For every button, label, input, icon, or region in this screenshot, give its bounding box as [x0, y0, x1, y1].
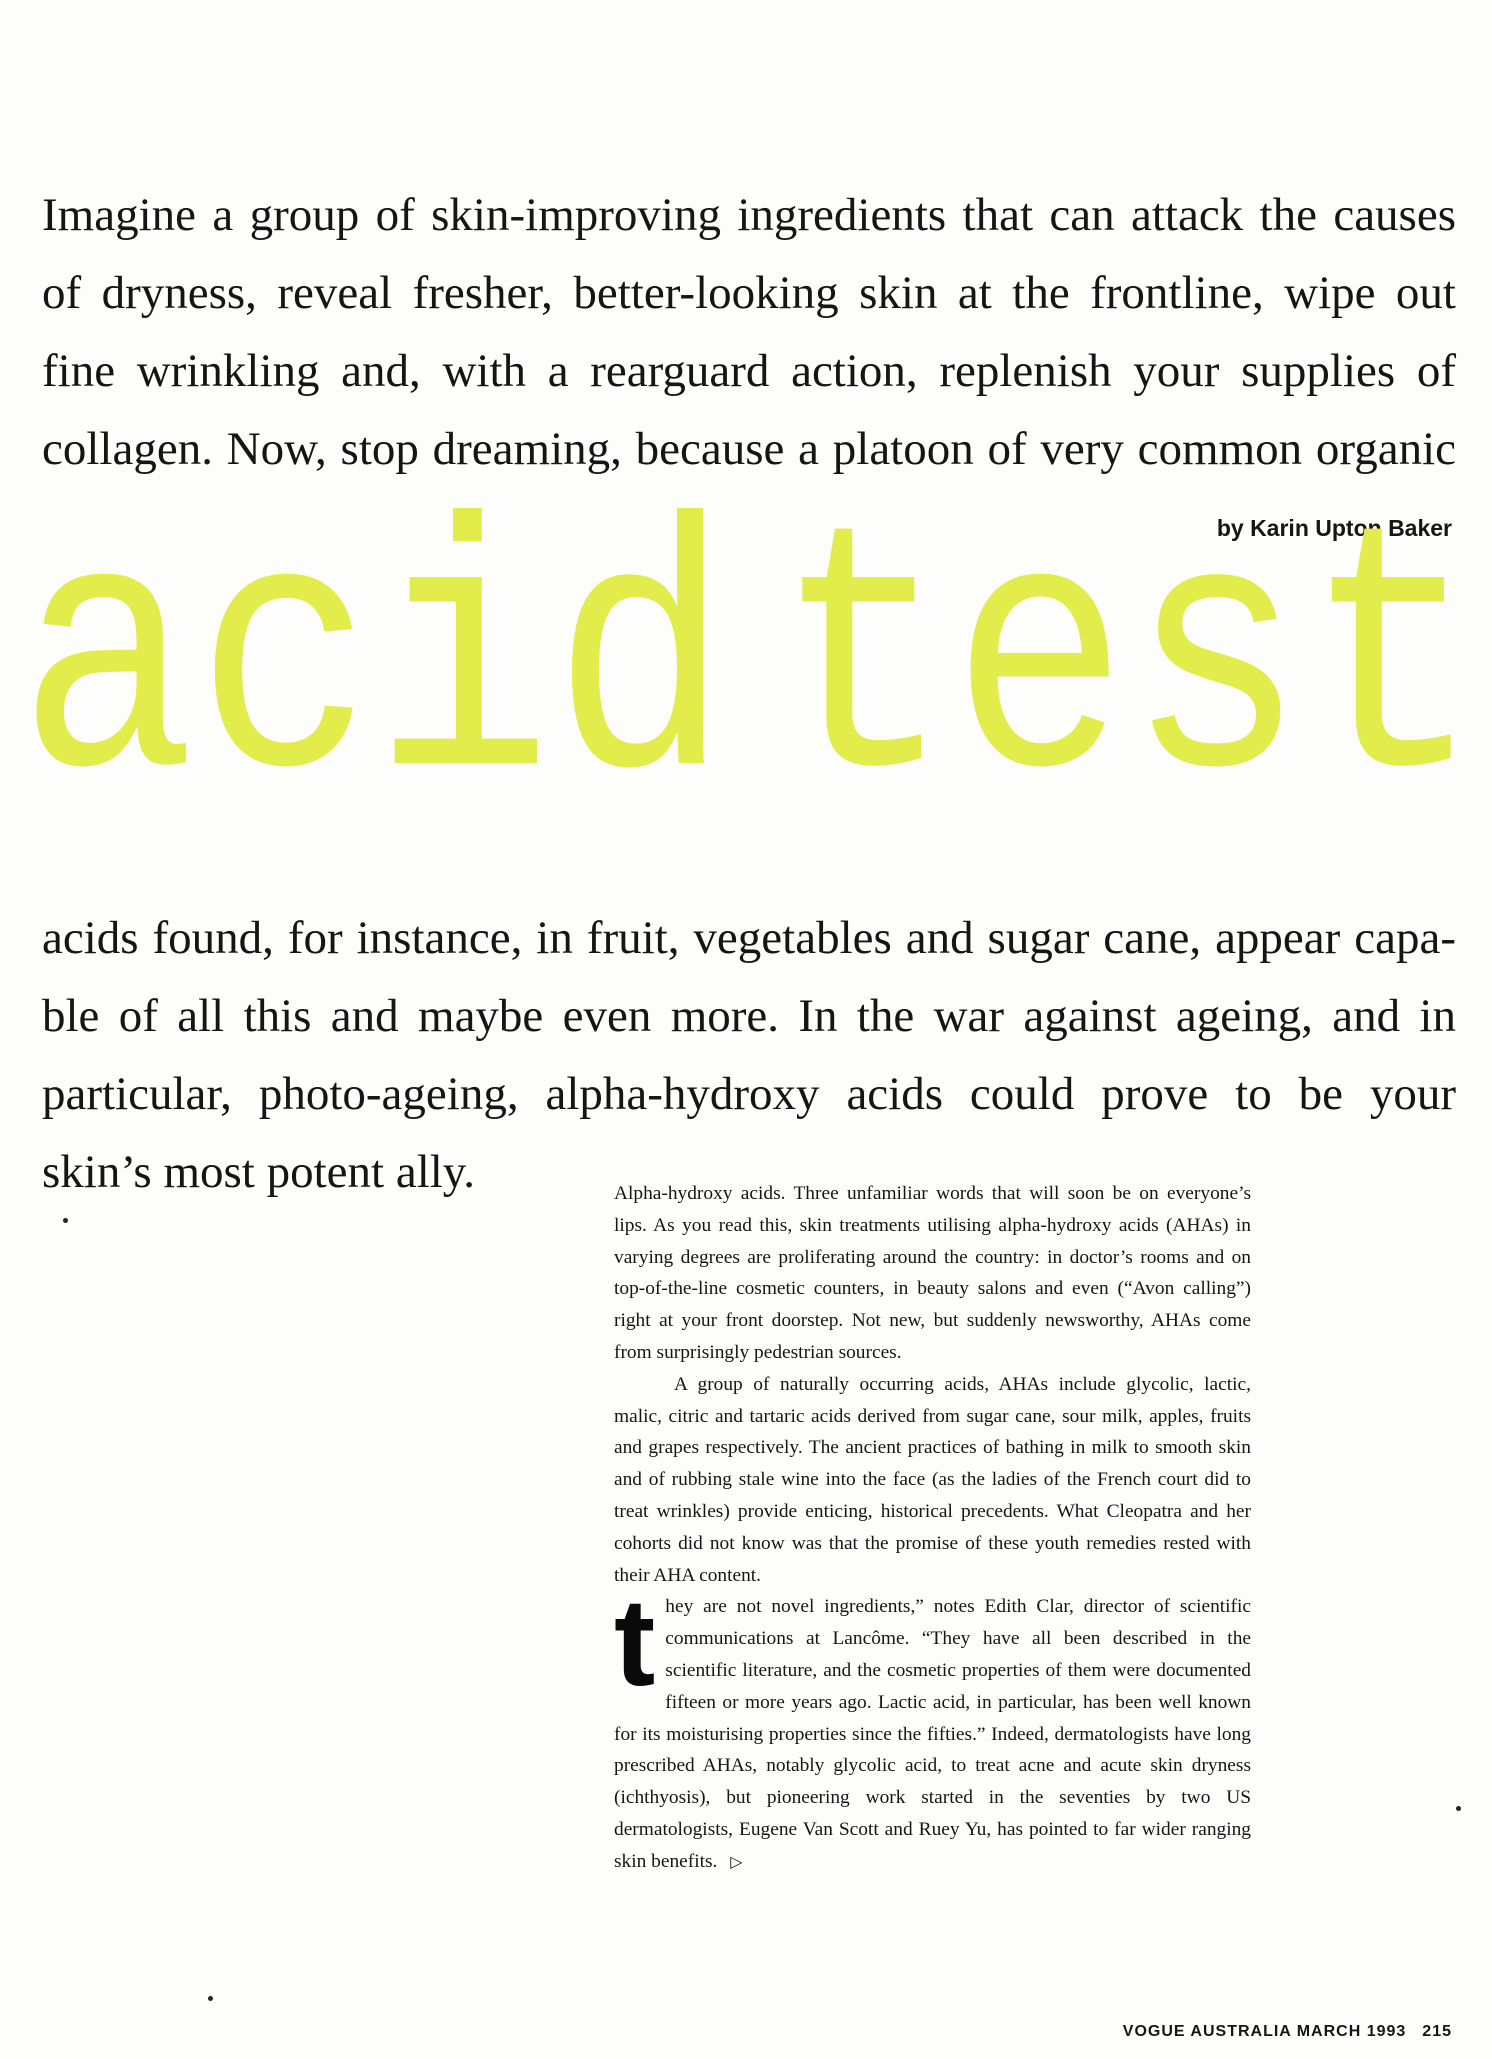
print-speck: [208, 1996, 213, 2001]
intro-line: acids found, for instance, in fruit, vegetables and sugar cane, appear capa-: [42, 912, 1456, 964]
body-paragraph-2: A group of naturally occurring acids, AHAs include glycolic, lactic, malic, citric and tartaric acids derived from sugar cane, sour milk, apples, fruits and grapes respectively. The ancient practices of bathing in milk to smooth skin and of rubbing stale wine into the face (as the ladies of the French court did to treat wrinkles) provide enticing, historical precedents. What Cleopatra and her cohorts did not know was that the promise of these youth remedies rested with their AHA content.: [614, 1373, 1251, 1586]
byline: by Karin Upton Baker: [1216, 515, 1452, 541]
intro-line: Imagine a group of skin-improving ingredients that can attack the causes: [42, 189, 1456, 241]
body-column: [614, 1178, 1251, 1879]
continue-arrow-icon: ▷: [730, 1853, 743, 1871]
headline-word-test: test: [775, 495, 1481, 825]
print-speck: [63, 1218, 68, 1223]
headline-word-acid: acid: [18, 495, 730, 825]
intro-paragraph-bottom: [42, 899, 1456, 1211]
headline-graphic: [0, 495, 1492, 825]
intro-line: skin’s most potent ally.: [42, 1146, 476, 1198]
body-paragraph-1: Alpha-hydroxy acids. Three unfamiliar words that will soon be on everyone’s lips. As you read this, skin treatments utilising alpha-hydroxy acids (AHAs) in varying degrees are proliferating around the country: in doctor’s rooms and on top-of-the-line cosmetic counters, in beauty salons and even (“Avon calling”) right at your front doorstep. Not new, but suddenly newsworthy, AHAs come from surprisingly pedestrian sources.: [614, 1183, 1251, 1363]
page-footer: [1123, 2023, 1452, 2041]
intro-line: particular, photo-ageing, alpha-hydroxy acids could prove to be your: [42, 1068, 1456, 1120]
body-paragraph-3-text: hey are not novel ingredients,” notes Edith Clar, director of scientific communications at Lancôme. “They have all been described in the scientific literature, and the cosmetic properties of them were documented fifteen or more years ago. Lactic acid, in particular, has been well known for its moisturising properties since the fifties.” Indeed, dermatologists have long prescribed AHAs, notably glycolic acid, to treat acne and acute skin dryness (ichthyosis), but pioneering work started in the seventies by two US dermatologists, Eugene Van Scott and Ruey Yu, has pointed to far wider ranging skin benefits.: [614, 1596, 1251, 1872]
intro-line: collagen. Now, stop dreaming, because a platoon of very common organic: [42, 423, 1456, 475]
drop-cap: t: [614, 1574, 656, 1713]
page-number: 215: [1422, 2023, 1452, 2040]
publication-name: VOGUE AUSTRALIA MARCH 1993: [1122, 2023, 1407, 2040]
body-paragraph-3: [614, 1574, 1251, 1878]
intro-line: ble of all this and maybe even more. In the war against ageing, and in: [42, 990, 1456, 1042]
headline: [0, 495, 1492, 825]
intro-line: of dryness, reveal fresher, better-looking skin at the frontline, wipe out: [42, 267, 1456, 319]
print-speck: [1456, 1806, 1461, 1811]
intro-paragraph-top: [42, 176, 1456, 488]
intro-line: fine wrinkling and, with a rearguard action, replenish your supplies of: [42, 345, 1456, 397]
